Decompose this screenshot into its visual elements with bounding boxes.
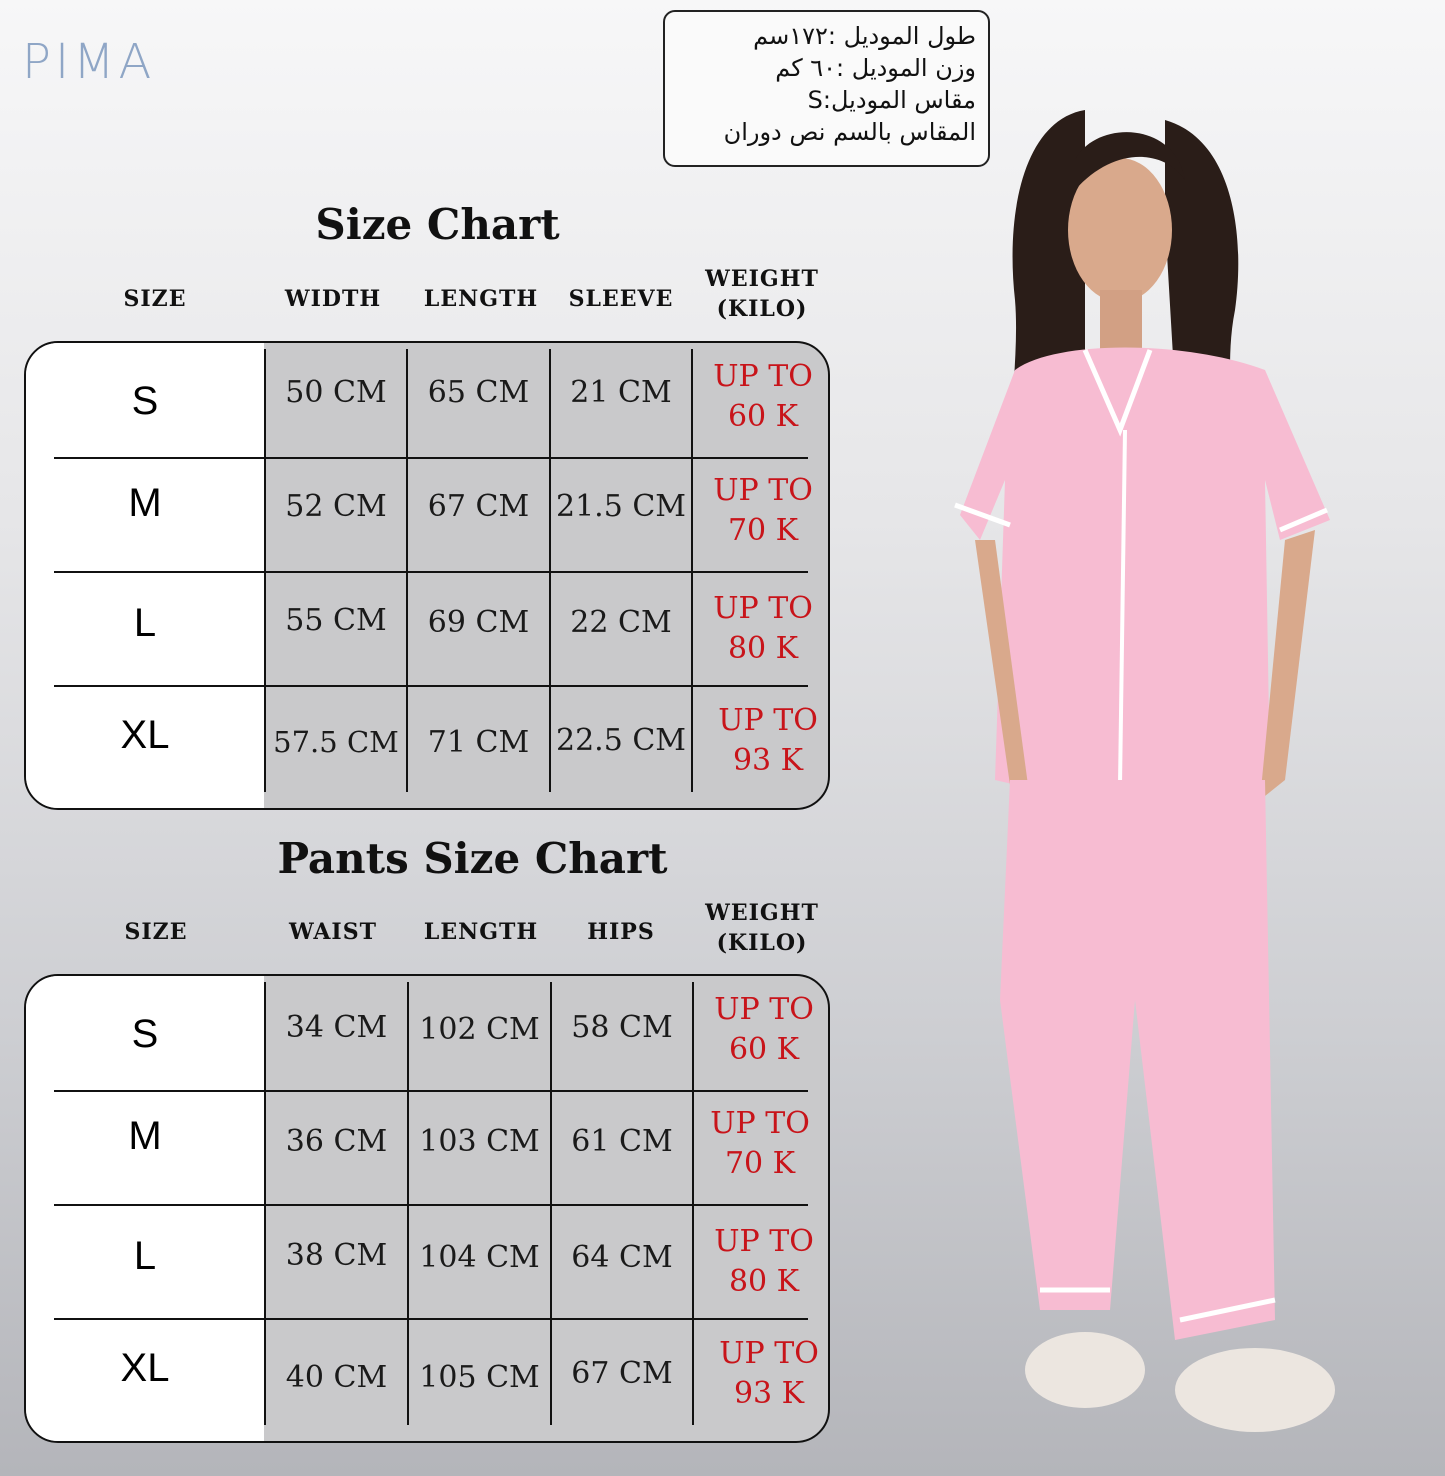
weight-value: 60 K	[727, 399, 799, 434]
top-size-table	[24, 341, 830, 810]
weight-prefix: UP TO	[714, 1224, 814, 1259]
hips-value: 64 CM	[571, 1240, 673, 1275]
top-header-size: SIZE	[123, 286, 187, 312]
row-divider	[54, 1204, 808, 1206]
pants-size-table	[24, 974, 830, 1443]
weight-value: 93 K	[733, 1376, 805, 1411]
row-divider	[54, 1090, 808, 1092]
size-label: S	[131, 1012, 159, 1056]
weight-value: 93 K	[732, 743, 804, 778]
top-header-length: LENGTH	[423, 286, 539, 312]
weight-limit	[693, 589, 830, 669]
top-header-weight-unit: (KILO)	[716, 296, 808, 322]
hips-value: 58 CM	[571, 1010, 673, 1045]
length-value: 103 CM	[419, 1124, 540, 1159]
model-size-line: مقاس الموديل:S	[807, 86, 976, 114]
size-label: XL	[120, 1346, 170, 1390]
length-value: 105 CM	[419, 1360, 540, 1395]
width-value: 55 CM	[285, 603, 387, 638]
weight-limit	[694, 1222, 830, 1302]
length-value: 65 CM	[427, 375, 530, 410]
row-divider	[54, 1318, 808, 1320]
pajama-pants	[1000, 780, 1275, 1340]
hips-value: 67 CM	[571, 1356, 673, 1391]
pants-header-weight-unit: (KILO)	[716, 930, 808, 956]
pants-header-weight-label: WEIGHT	[705, 900, 819, 926]
sleeve-value: 22.5 CM	[555, 723, 686, 758]
weight-limit	[693, 357, 830, 437]
weight-limit	[694, 990, 830, 1070]
size-label: M	[128, 481, 162, 525]
weight-limit	[690, 1104, 830, 1184]
weight-value: 70 K	[727, 513, 799, 548]
waist-value: 40 CM	[285, 1360, 388, 1395]
size-label: L	[133, 1234, 157, 1278]
model-weight-line: وزن الموديل :٦٠ كم	[775, 54, 976, 82]
size-label: S	[131, 379, 159, 423]
brand-logo: PIMA	[22, 34, 156, 90]
width-value: 57.5 CM	[273, 725, 399, 759]
weight-prefix: UP TO	[713, 359, 813, 394]
length-value: 69 CM	[427, 605, 530, 640]
pants-header-size: SIZE	[124, 919, 188, 945]
weight-prefix: UP TO	[714, 992, 814, 1027]
row-divider	[54, 457, 808, 459]
length-value: 71 CM	[427, 725, 530, 760]
size-label: L	[133, 601, 157, 645]
hips-value: 61 CM	[571, 1124, 673, 1159]
sleeve-value: 21.5 CM	[555, 489, 686, 524]
slipper-right	[1175, 1348, 1335, 1432]
model-height-line: طول الموديل :١٧٢سم	[753, 22, 976, 50]
weight-value: 80 K	[727, 631, 799, 666]
top-header-weight-label: WEIGHT	[705, 266, 819, 292]
weight-value: 80 K	[728, 1264, 800, 1299]
weight-prefix: UP TO	[710, 1106, 810, 1141]
top-chart-title: Size Chart	[315, 200, 560, 249]
length-value: 102 CM	[419, 1012, 540, 1047]
weight-limit	[698, 701, 830, 781]
length-value: 104 CM	[419, 1240, 540, 1275]
waist-value: 36 CM	[285, 1124, 388, 1159]
pants-header-waist: WAIST	[289, 919, 377, 945]
sleeve-value: 22 CM	[570, 605, 672, 640]
pants-header-weight	[692, 898, 832, 958]
width-value: 52 CM	[285, 489, 387, 524]
weight-value: 60 K	[728, 1032, 800, 1067]
top-header-weight	[692, 264, 832, 324]
top-header-width: WIDTH	[284, 286, 382, 312]
pants-chart-title: Pants Size Chart	[277, 834, 668, 883]
pants-header-length: LENGTH	[423, 919, 539, 945]
slipper-left	[1025, 1332, 1145, 1408]
row-divider	[54, 685, 808, 687]
weight-value: 70 K	[724, 1146, 796, 1181]
weight-limit	[699, 1334, 830, 1414]
top-header-sleeve: SLEEVE	[568, 286, 674, 312]
weight-prefix: UP TO	[718, 703, 818, 738]
measurement-note-line: المقاس بالسم نص دوران	[723, 118, 976, 146]
size-label: XL	[120, 713, 170, 757]
weight-limit	[693, 471, 830, 551]
weight-prefix: UP TO	[713, 473, 813, 508]
row-divider	[54, 571, 808, 573]
weight-prefix: UP TO	[713, 591, 813, 626]
model-photo	[935, 100, 1345, 1450]
waist-value: 34 CM	[285, 1010, 388, 1045]
length-value: 67 CM	[427, 489, 530, 524]
width-value: 50 CM	[285, 375, 387, 410]
sleeve-value: 21 CM	[570, 375, 672, 410]
pants-header-hips: HIPS	[587, 919, 655, 945]
waist-value: 38 CM	[285, 1238, 388, 1273]
weight-prefix: UP TO	[719, 1336, 819, 1371]
size-label: M	[128, 1114, 162, 1158]
